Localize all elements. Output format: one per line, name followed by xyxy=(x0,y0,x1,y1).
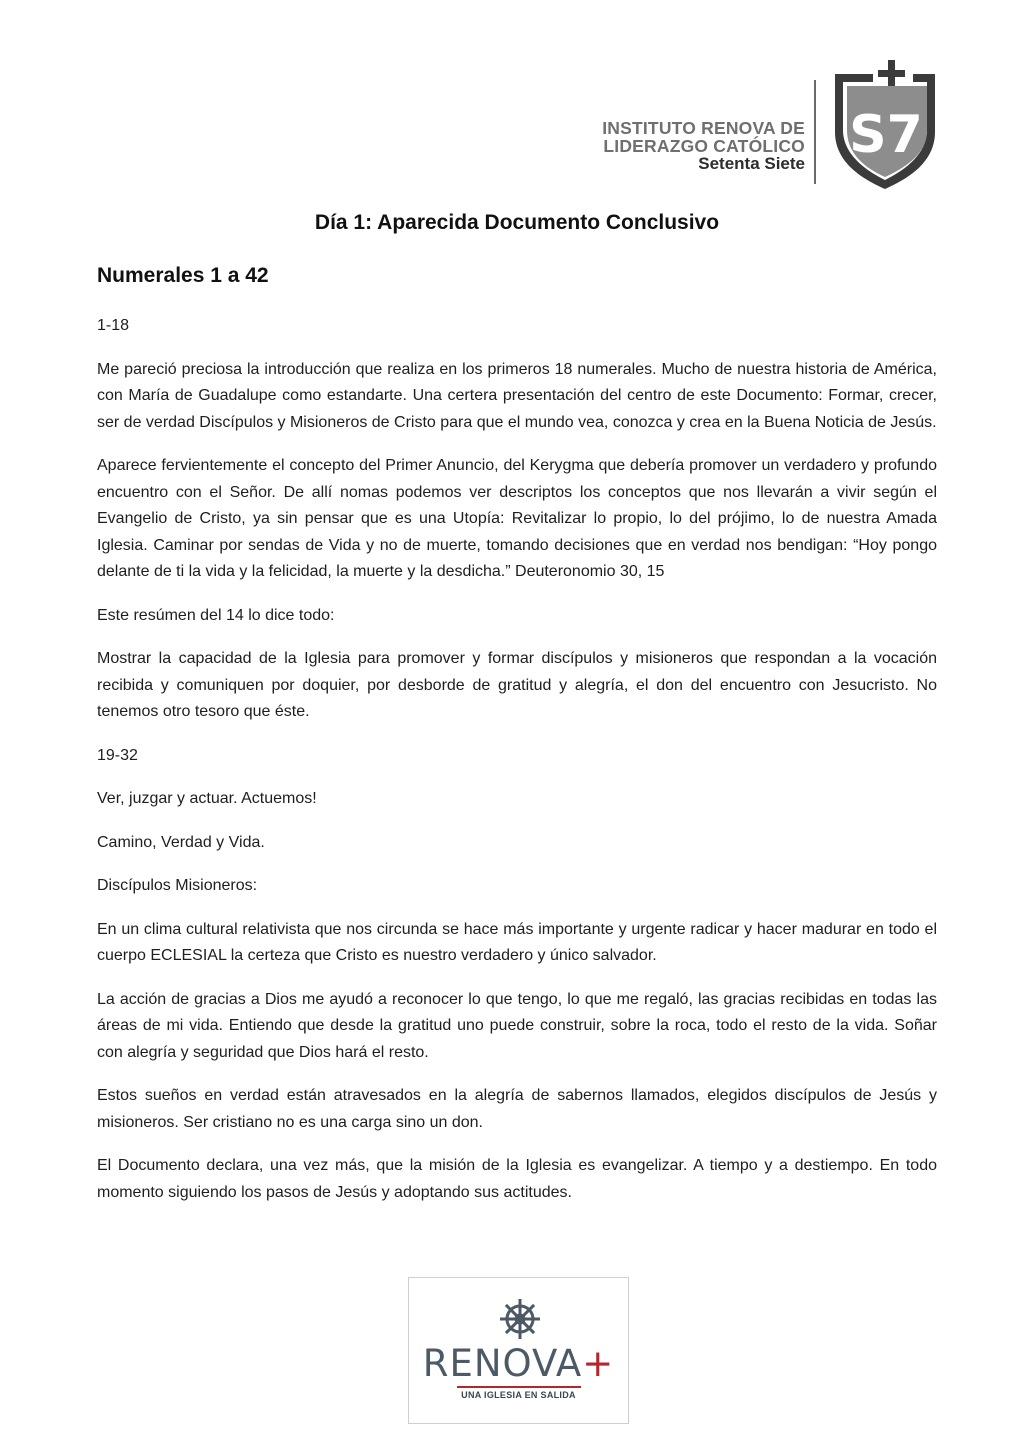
paragraph-clima-cultural: En un clima cultural relativista que nos circunda se hace más importante y urgente radicar y hacer madurar en todo el cuerpo ECLESIAL la certeza que Cristo es nuestro verdadero y único salvador. xyxy=(97,920,937,964)
institute-name-line2: LIDERAZGO CATÓLICO xyxy=(603,136,805,156)
section-heading: Numerales 1 a 42 xyxy=(97,264,269,287)
logo-underline xyxy=(457,1386,581,1388)
paragraph-introduction: Me pareció preciosa la introducción que realiza en los primeros 18 numerales. Mucho de nuestra historia de América, con María de Guadalupe como estandarte. Una certera presentación del centro de este Documento: Formar, crecer, ser de verdad Discípulos y Misioneros de Cristo para que el mundo vea, conozca y crea en la Buena Noticia de Jesús. xyxy=(97,360,937,431)
document-body xyxy=(97,313,937,1223)
institute-logo xyxy=(592,60,942,192)
document-title: Día 1: Aparecida Documento Conclusivo xyxy=(314,211,720,234)
paragraph-discipulos-misioneros: Discípulos Misioneros: xyxy=(97,877,258,894)
institute-name xyxy=(592,119,805,173)
paragraph-mostrar-capacidad: Mostrar la capacidad de la Iglesia para promover y formar discípulos y misioneros que respondan a la vocación recibida y comuniquen por doquier, por desborde de gratitud y alegría, el don del encuentro con Jesucristo. No tenemos otro tesoro que éste. xyxy=(97,650,937,720)
paragraph-ver-juzgar-actuar: Ver, juzgar y actuar. Actuemos! xyxy=(97,790,317,807)
paragraph-mision-iglesia: El Documento declara, una vez más, que la misión de la Iglesia es evangelizar. A tiempo y a destiempo. En todo momento siguiendo los pasos de Jesús y adoptando sus actitudes. xyxy=(97,1157,937,1201)
renova-tagline: UNA IGLESIA EN SALIDA xyxy=(461,1390,576,1400)
paragraph-primer-anuncio: Aparece fervientemente el concepto del Primer Anuncio, del Kerygma que debería promover un verdadero y profundo encuentro con el Señor. De allí nomas podemos ver descriptos los conceptos que nos llevarán a vivir según el Evangelio de Cristo, ya sin pensar que es una Utopía: Revitalizar lo propio, lo del prójimo, lo de nuestra Amada Iglesia. Caminar por sendas de Vida y no de muerte, tomando decisiones que en verdad nos bendigan: “Hoy pongo delante de ti la vida y la felicidad, la muerte y la desdicha.” Deuteronomio 30, 15 xyxy=(97,457,937,580)
paragraph-range-1-18: 1-18 xyxy=(97,317,130,334)
renova-word: RENOVA xyxy=(422,1342,583,1385)
paragraph-suenos: Estos sueños en verdad están atravesados en la alegría de sabernos llamados, elegidos discípulos de Jesús y misioneros. Ser cristiano no es una carga sino un don. xyxy=(97,1087,937,1131)
institute-name-line1: INSTITUTO RENOVA DE xyxy=(602,118,805,138)
paragraph-range-19-32: 19-32 xyxy=(97,746,138,764)
institute-name-line3: Setenta Siete xyxy=(698,154,805,173)
paragraph-accion-de-gracias: La acción de gracias a Dios me ayudó a reconocer lo que tengo, lo que me regaló, las gracias recibidas en todas las áreas de mi vida. Entiendo que desde la gratitud uno puede construir, sobre la roca, todo el resto de la vida. Soñar con alegría y seguridad que Dios hará el resto. xyxy=(97,990,937,1061)
renova-logo xyxy=(408,1277,629,1424)
ship-wheel-icon xyxy=(498,1297,542,1341)
paragraph-resumen-14: Este resúmen del 14 lo dice todo: xyxy=(97,606,335,624)
shield-s7-text: S7 xyxy=(849,105,923,165)
renova-plus: + xyxy=(582,1342,615,1385)
logo-divider xyxy=(814,80,816,184)
renova-wordmark xyxy=(409,1344,628,1384)
shield-s7-logo-icon xyxy=(829,60,939,190)
paragraph-camino-verdad-vida: Camino, Verdad y Vida. xyxy=(97,833,265,851)
